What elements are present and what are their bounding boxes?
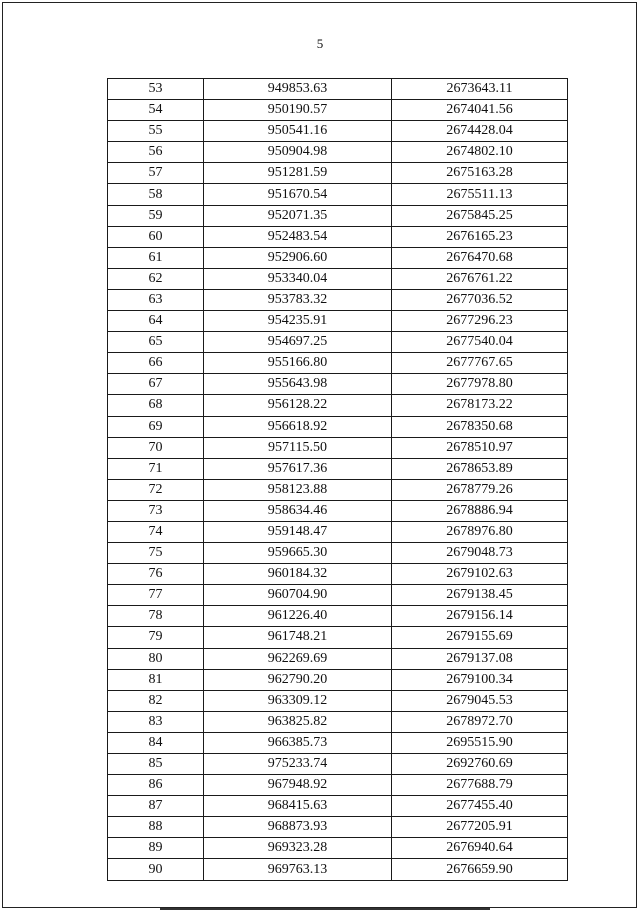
point-number-cell: 87	[108, 796, 204, 817]
point-number-cell: 82	[108, 690, 204, 711]
point-number-cell: 70	[108, 437, 204, 458]
table-row	[108, 289, 568, 310]
table-row	[108, 521, 568, 542]
x-coordinate-cell: 956618.92	[204, 416, 392, 437]
x-coordinate-cell: 975233.74	[204, 754, 392, 775]
table-row	[108, 205, 568, 226]
y-coordinate-cell: 2678976.80	[392, 521, 568, 542]
table-row	[108, 395, 568, 416]
y-coordinate-cell: 2677455.40	[392, 796, 568, 817]
point-number-cell: 77	[108, 585, 204, 606]
table-row	[108, 775, 568, 796]
table-row	[108, 543, 568, 564]
y-coordinate-cell: 2679100.34	[392, 669, 568, 690]
bottom-rule	[160, 908, 490, 910]
table-row	[108, 711, 568, 732]
point-number-cell: 80	[108, 648, 204, 669]
x-coordinate-cell: 958123.88	[204, 479, 392, 500]
x-coordinate-cell: 962790.20	[204, 669, 392, 690]
x-coordinate-cell: 959148.47	[204, 521, 392, 542]
table-row	[108, 669, 568, 690]
y-coordinate-cell: 2677688.79	[392, 775, 568, 796]
y-coordinate-cell: 2676761.22	[392, 268, 568, 289]
x-coordinate-cell: 967948.92	[204, 775, 392, 796]
table-row	[108, 838, 568, 859]
y-coordinate-cell: 2679155.69	[392, 627, 568, 648]
y-coordinate-cell: 2678510.97	[392, 437, 568, 458]
point-number-cell: 89	[108, 838, 204, 859]
x-coordinate-cell: 963825.82	[204, 711, 392, 732]
x-coordinate-cell: 956128.22	[204, 395, 392, 416]
point-number-cell: 73	[108, 500, 204, 521]
table-row	[108, 500, 568, 521]
y-coordinate-cell: 2674802.10	[392, 142, 568, 163]
point-number-cell: 71	[108, 458, 204, 479]
table-row	[108, 226, 568, 247]
point-number-cell: 68	[108, 395, 204, 416]
table-row	[108, 79, 568, 100]
y-coordinate-cell: 2678350.68	[392, 416, 568, 437]
y-coordinate-cell: 2677205.91	[392, 817, 568, 838]
x-coordinate-cell: 959665.30	[204, 543, 392, 564]
point-number-cell: 72	[108, 479, 204, 500]
point-number-cell: 55	[108, 121, 204, 142]
table-row	[108, 416, 568, 437]
x-coordinate-cell: 966385.73	[204, 732, 392, 753]
point-number-cell: 54	[108, 100, 204, 121]
y-coordinate-cell: 2679137.08	[392, 648, 568, 669]
x-coordinate-cell: 951281.59	[204, 163, 392, 184]
point-number-cell: 58	[108, 184, 204, 205]
x-coordinate-cell: 957617.36	[204, 458, 392, 479]
x-coordinate-cell: 955643.98	[204, 374, 392, 395]
x-coordinate-cell: 962269.69	[204, 648, 392, 669]
point-number-cell: 86	[108, 775, 204, 796]
x-coordinate-cell: 951670.54	[204, 184, 392, 205]
point-number-cell: 60	[108, 226, 204, 247]
x-coordinate-cell: 963309.12	[204, 690, 392, 711]
y-coordinate-cell: 2675845.25	[392, 205, 568, 226]
table-row	[108, 374, 568, 395]
point-number-cell: 63	[108, 289, 204, 310]
y-coordinate-cell: 2673643.11	[392, 79, 568, 100]
table-row	[108, 247, 568, 268]
point-number-cell: 75	[108, 543, 204, 564]
table-row	[108, 648, 568, 669]
point-number-cell: 67	[108, 374, 204, 395]
page-number: 5	[316, 36, 324, 51]
x-coordinate-cell: 954697.25	[204, 332, 392, 353]
x-coordinate-cell: 953783.32	[204, 289, 392, 310]
y-coordinate-cell: 2695515.90	[392, 732, 568, 753]
point-number-cell: 81	[108, 669, 204, 690]
table-row	[108, 479, 568, 500]
y-coordinate-cell: 2674041.56	[392, 100, 568, 121]
y-coordinate-cell: 2677978.80	[392, 374, 568, 395]
x-coordinate-cell: 969763.13	[204, 859, 392, 880]
x-coordinate-cell: 957115.50	[204, 437, 392, 458]
x-coordinate-cell: 960704.90	[204, 585, 392, 606]
y-coordinate-cell: 2679156.14	[392, 606, 568, 627]
x-coordinate-cell: 950904.98	[204, 142, 392, 163]
point-number-cell: 76	[108, 564, 204, 585]
table-row	[108, 142, 568, 163]
table-row	[108, 311, 568, 332]
x-coordinate-cell: 952071.35	[204, 205, 392, 226]
y-coordinate-cell: 2678779.26	[392, 479, 568, 500]
point-number-cell: 64	[108, 311, 204, 332]
table-row	[108, 332, 568, 353]
y-coordinate-cell: 2678886.94	[392, 500, 568, 521]
table-row	[108, 627, 568, 648]
x-coordinate-cell: 961748.21	[204, 627, 392, 648]
x-coordinate-cell: 961226.40	[204, 606, 392, 627]
point-number-cell: 66	[108, 353, 204, 374]
y-coordinate-cell: 2678173.22	[392, 395, 568, 416]
y-coordinate-cell: 2674428.04	[392, 121, 568, 142]
coordinates-table-body	[108, 79, 568, 881]
y-coordinate-cell: 2679138.45	[392, 585, 568, 606]
point-number-cell: 85	[108, 754, 204, 775]
table-row	[108, 796, 568, 817]
y-coordinate-cell: 2676470.68	[392, 247, 568, 268]
point-number-cell: 61	[108, 247, 204, 268]
y-coordinate-cell: 2677036.52	[392, 289, 568, 310]
x-coordinate-cell: 960184.32	[204, 564, 392, 585]
point-number-cell: 74	[108, 521, 204, 542]
y-coordinate-cell: 2692760.69	[392, 754, 568, 775]
table-row	[108, 859, 568, 880]
y-coordinate-cell: 2679045.53	[392, 690, 568, 711]
point-number-cell: 69	[108, 416, 204, 437]
table-row	[108, 184, 568, 205]
y-coordinate-cell: 2676165.23	[392, 226, 568, 247]
table-row	[108, 100, 568, 121]
x-coordinate-cell: 950190.57	[204, 100, 392, 121]
y-coordinate-cell: 2677540.04	[392, 332, 568, 353]
table-row	[108, 690, 568, 711]
point-number-cell: 84	[108, 732, 204, 753]
y-coordinate-cell: 2678972.70	[392, 711, 568, 732]
point-number-cell: 62	[108, 268, 204, 289]
x-coordinate-cell: 952483.54	[204, 226, 392, 247]
y-coordinate-cell: 2675511.13	[392, 184, 568, 205]
x-coordinate-cell: 958634.46	[204, 500, 392, 521]
table-row	[108, 564, 568, 585]
table-row	[108, 754, 568, 775]
point-number-cell: 56	[108, 142, 204, 163]
table-row	[108, 585, 568, 606]
point-number-cell: 79	[108, 627, 204, 648]
y-coordinate-cell: 2677296.23	[392, 311, 568, 332]
table-row	[108, 606, 568, 627]
table-row	[108, 353, 568, 374]
point-number-cell: 88	[108, 817, 204, 838]
x-coordinate-cell: 968873.93	[204, 817, 392, 838]
y-coordinate-cell: 2677767.65	[392, 353, 568, 374]
x-coordinate-cell: 954235.91	[204, 311, 392, 332]
x-coordinate-cell: 950541.16	[204, 121, 392, 142]
x-coordinate-cell: 955166.80	[204, 353, 392, 374]
x-coordinate-cell: 968415.63	[204, 796, 392, 817]
x-coordinate-cell: 953340.04	[204, 268, 392, 289]
y-coordinate-cell: 2679102.63	[392, 564, 568, 585]
point-number-cell: 83	[108, 711, 204, 732]
x-coordinate-cell: 952906.60	[204, 247, 392, 268]
table-row	[108, 732, 568, 753]
y-coordinate-cell: 2675163.28	[392, 163, 568, 184]
point-number-cell: 78	[108, 606, 204, 627]
table-row	[108, 817, 568, 838]
point-number-cell: 53	[108, 79, 204, 100]
y-coordinate-cell: 2676659.90	[392, 859, 568, 880]
y-coordinate-cell: 2679048.73	[392, 543, 568, 564]
point-number-cell: 57	[108, 163, 204, 184]
table-row	[108, 268, 568, 289]
table-row	[108, 458, 568, 479]
y-coordinate-cell: 2676940.64	[392, 838, 568, 859]
table-row	[108, 437, 568, 458]
y-coordinate-cell: 2678653.89	[392, 458, 568, 479]
point-number-cell: 65	[108, 332, 204, 353]
x-coordinate-cell: 969323.28	[204, 838, 392, 859]
coordinates-table	[107, 78, 568, 881]
x-coordinate-cell: 949853.63	[204, 79, 392, 100]
table-row	[108, 163, 568, 184]
table-row	[108, 121, 568, 142]
point-number-cell: 59	[108, 205, 204, 226]
point-number-cell: 90	[108, 859, 204, 880]
